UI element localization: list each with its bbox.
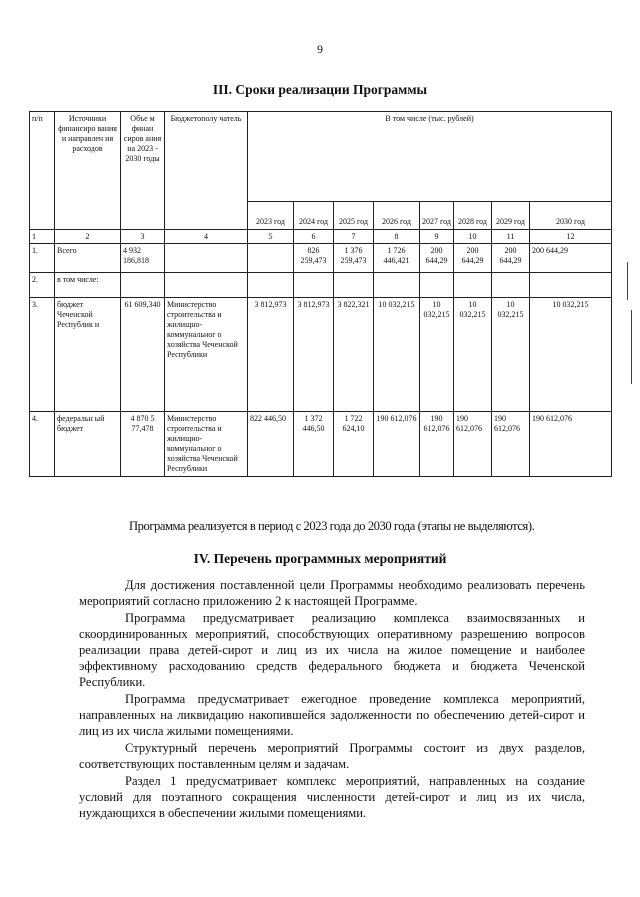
row-num: 2. <box>30 273 55 298</box>
row-num: 4. <box>30 412 55 477</box>
page-number: 9 <box>317 42 323 56</box>
row-value: 200 644,29 <box>420 244 454 273</box>
column-number: 5 <box>248 230 294 244</box>
table-row <box>30 244 612 273</box>
row-value: 200 644,29 <box>492 244 530 273</box>
column-number: 4 <box>165 230 248 244</box>
section-4-title: IV. Перечень программных мероприятий <box>193 551 447 566</box>
row-volume <box>121 273 165 298</box>
row-value: 1 376 259,473 <box>334 244 374 273</box>
header-year: 2029 год <box>492 202 530 230</box>
column-number: 3 <box>121 230 165 244</box>
header-year: 2025 год <box>334 202 374 230</box>
row-value: 826 259,473 <box>294 244 334 273</box>
row-value <box>374 273 420 298</box>
row-value <box>248 273 294 298</box>
header-year: 2024 год <box>294 202 334 230</box>
row-volume: 4 870 5 77,478 <box>121 412 165 477</box>
row-value <box>530 273 612 298</box>
column-number-row <box>30 230 612 244</box>
row-value: 200 644,29 <box>530 244 612 273</box>
header-year: 2027 год <box>420 202 454 230</box>
header-year: 2023 год <box>248 202 294 230</box>
column-number: 1 <box>30 230 55 244</box>
row-value <box>454 273 492 298</box>
row-num: 3. <box>30 298 55 412</box>
row-recipient <box>165 244 248 273</box>
table-row <box>30 412 612 477</box>
header-num: п/п <box>30 112 55 230</box>
row-value: 190 612,076 <box>374 412 420 477</box>
row-value: 190 612,076 <box>530 412 612 477</box>
row-value: 1 372 446,50 <box>294 412 334 477</box>
header-row <box>30 112 612 202</box>
header-source: Источники финансиро вания и направлен ия расходов <box>55 112 121 230</box>
section-3-title: III. Сроки реализации Программы <box>212 82 428 97</box>
header-year: 2026 год <box>374 202 420 230</box>
row-value: 190 612,076 <box>492 412 530 477</box>
row-source: Всего <box>55 244 121 273</box>
column-number: 7 <box>334 230 374 244</box>
header-year: 2030 год <box>530 202 612 230</box>
column-number: 10 <box>454 230 492 244</box>
scan-margin-mark <box>631 310 632 384</box>
row-volume: 61 609,340 <box>121 298 165 412</box>
row-value: 10 032,215 <box>454 298 492 412</box>
row-value <box>420 273 454 298</box>
column-number: 11 <box>492 230 530 244</box>
row-source: бюджет Чеченской Республик и <box>55 298 121 412</box>
row-value: 1 726 446,421 <box>374 244 420 273</box>
implementation-period-text: Программа реализуется в период с 2023 года до 2030 года (этапы не выделяются). <box>129 519 535 533</box>
row-value: 3 822,321 <box>334 298 374 412</box>
row-value: 10 032,215 <box>374 298 420 412</box>
paragraph: Для достижения поставленной цели Программы необходимо реализовать перечень мероприятий согласно приложению 2 к настоящей Программе. <box>79 578 585 608</box>
row-source: в том числе: <box>55 273 121 298</box>
row-value: 200 644,29 <box>454 244 492 273</box>
paragraph: Структурный перечень мероприятий Программы состоит из двух разделов, соответствующих поставленным целям и задачам. <box>79 741 585 771</box>
header-including: В том числе (тыс. рублей) <box>248 112 612 202</box>
column-number: 8 <box>374 230 420 244</box>
column-number: 12 <box>530 230 612 244</box>
row-recipient: Министерство строительства и жилищно-коммунальног о хозяйства Чеченской Республики <box>165 412 248 477</box>
paragraph: Программа предусматривает ежегодное проведение комплекса мероприятий, направленных на ликвидацию накопившейся задолженности по обеспечению детей-сирот и лиц из их числа жилыми помещениями. <box>79 692 585 738</box>
paragraph: Раздел 1 предусматривает комплекс мероприятий, направленных на создание условий для поэтапного сокращения численности детей-сирот и лиц из их числа, нуждающихся в обеспечении жилыми помещениями. <box>79 774 585 820</box>
row-value: 822 446,50 <box>248 412 294 477</box>
row-recipient: Министерство строительства и жилищно-коммунальног о хозяйства Чеченской Республики <box>165 298 248 412</box>
row-value <box>294 273 334 298</box>
row-value: 3 812,973 <box>248 298 294 412</box>
funding-table <box>29 111 612 477</box>
row-recipient <box>165 273 248 298</box>
column-number: 2 <box>55 230 121 244</box>
paragraph: Программа предусматривает реализацию комплекса взаимосвязанных и скоординированных мероприятий, способствующих оперативному разрешению вопросов реализации права детей-сирот и лиц из их числа на жилое помещение и наиболее эффективному расходованию средств федерального бюджета и бюджета Чеченской Республики. <box>79 611 585 689</box>
row-value: 10 032,215 <box>492 298 530 412</box>
row-value <box>492 273 530 298</box>
header-volume: Объе м финан сиров ания на 2023 - 2030 годы <box>121 112 165 230</box>
table-row <box>30 298 612 412</box>
section-4-body <box>79 577 585 822</box>
column-number: 9 <box>420 230 454 244</box>
row-source: федеральн ый бюджет <box>55 412 121 477</box>
row-value: 10 032,215 <box>530 298 612 412</box>
row-value: 3 812,973 <box>294 298 334 412</box>
header-year: 2028 год <box>454 202 492 230</box>
row-volume: 4 932 186,818 <box>121 244 165 273</box>
row-value: 10 032,215 <box>420 298 454 412</box>
scan-margin-mark <box>627 262 628 300</box>
row-value <box>334 273 374 298</box>
row-value: 1 722 624,10 <box>334 412 374 477</box>
row-value: 190 612,076 <box>454 412 492 477</box>
row-value: 190 612,076 <box>420 412 454 477</box>
row-value <box>248 244 294 273</box>
table-row <box>30 273 612 298</box>
column-number: 6 <box>294 230 334 244</box>
row-num: 1. <box>30 244 55 273</box>
header-recipient: Бюджетополу чатель <box>165 112 248 230</box>
